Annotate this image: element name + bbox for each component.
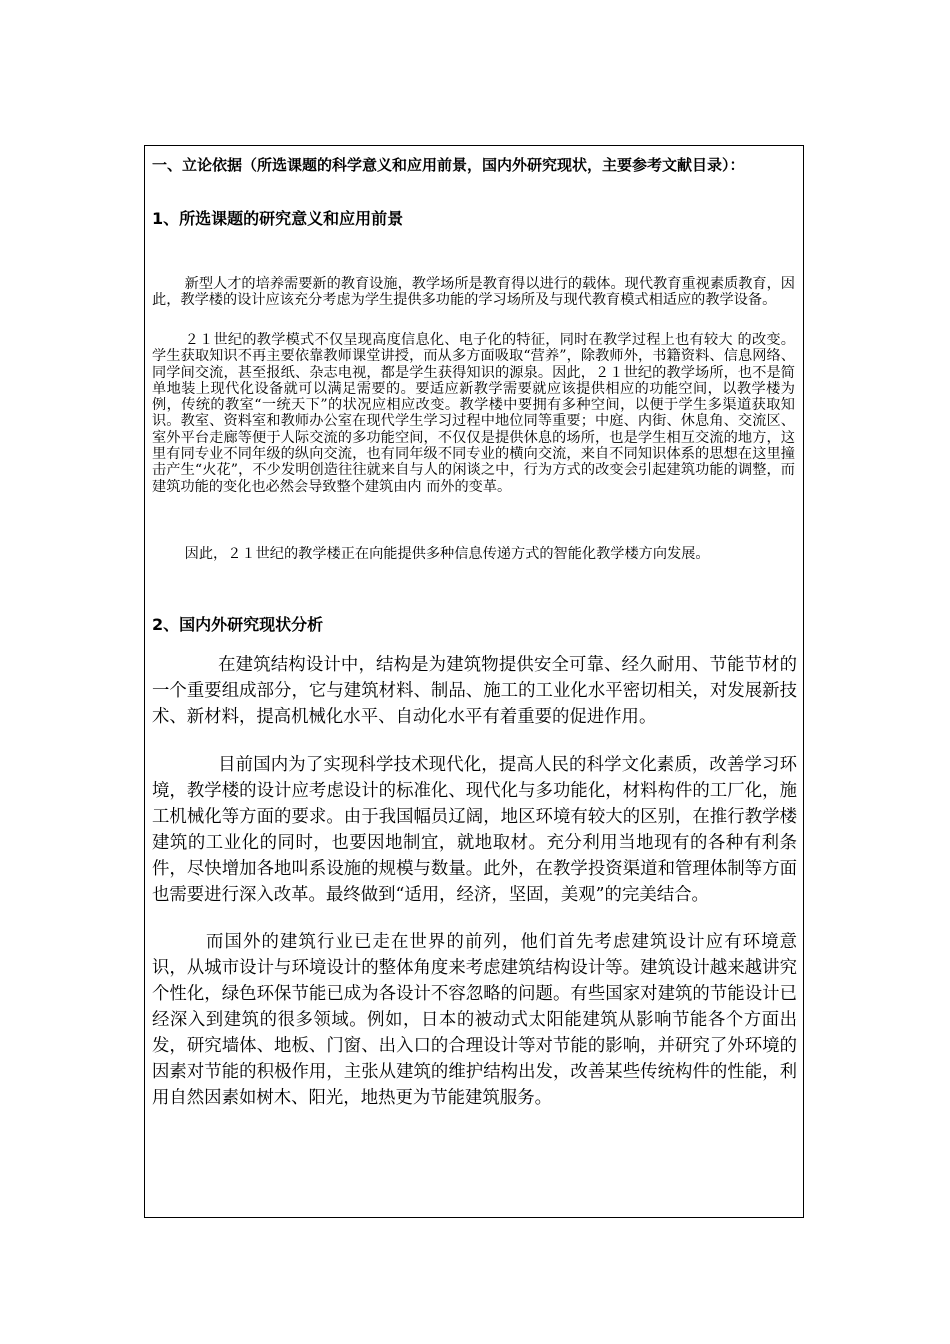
sub1-paragraph: ２１世纪的教学模式不仅呈现高度信息化、电子化的特征，同时在教学过程上也有较大 的改变。学生获取知识不再主要依靠教师课堂讲授，而从多方面吸取“营养”，除教师外，书籍资料、信息网络、同学间交流，甚至报纸、杂志电视，都是学生获得知识的源泉。因此，２１世纪的教学场所，也不是简单地装上现代化设备就可以满足需要的。要适应新教学需要就应该提供相应的功能空间，以教学楼为例，传统的教室“一统天下”的状况应相应改变。教学楼中要拥有多种空间，以便于学生多渠道获取知识。教室、资料室和教师办公室在现代学生学习过程中地位同等重要；中庭、内街、休息角、交流区、室外平台走廊等便于人际交流的多功能空间，不仅仅是提供休息的场所，也是学生相互交流的地方，这里有同专业不同年级的纵向交流，也有同年级不同专业的横向交流，来自不同知识体系的思想在这里撞击产生“火花”，不少发明创造往往就来自与人的闲谈之中，行为方式的改变会引起建筑功能的调整，而建筑功能的变化也必然会导致整个建筑由内 而外的变革。 <box>152 332 795 495</box>
sub2-paragraph: 在建筑结构设计中，结构是为建筑物提供安全可靠、经久耐用、节能节材的一个重要组成部分，它与建筑材料、制品、施工的工业化水平密切相关，对发展新技术、新材料，提高机械化水平、自动化水平有着重要的促进作用。 <box>152 655 797 727</box>
sub1-paragraph: 因此，２１世纪的教学楼正在向能提供多种信息传递方式的智能化教学楼方向发展。 <box>184 546 710 562</box>
sub2-paragraph: 目前国内为了实现科学技术现代化，提高人民的科学文化素质，改善学习环境，教学楼的设计应考虑设计的标准化、现代化与多功能化，材料构件的工厂化，施工机械化等方面的要求。由于我国幅员辽阔，地区环境有较大的区别，在推行教学楼建筑的工业化的同时，也要因地制宜，就地取材。充分利用当地现有的各种有利条件，尽快增加各地叫系设施的规模与数量。此外，在教学投资渠道和管理体制等方面也需要进行深入改革。最终做到“适用，经济，坚固，美观”的完美结合。 <box>152 755 797 905</box>
subsection-2-title: 2、国内外研究现状分析 <box>152 615 324 634</box>
subsection-1-title: 1、所选课题的研究意义和应用前景 <box>152 209 404 228</box>
section-title: 一、立论依据（所选课题的科学意义和应用前景，国内外研究现状，主要参考文献目录）： <box>152 156 745 174</box>
sub2-paragraph: 而国外的建筑行业已走在世界的前列，他们首先考虑建筑设计应有环境意识，从城市设计与环境设计的整体角度来考虑建筑结构设计等。建筑设计越来越讲究个性化，绿色环保节能已成为各设计不容忽略的问题。有些国家对建筑的节能设计已经深入到建筑的很多领域。例如，日本的被动式太阳能建筑从影响节能各个方面出发，研究墙体、地板、门窗、出入口的合理设计等对节能的影响，并研究了外环境的因素对节能的积极作用，主张从建筑的维护结构出发，改善某些传统构件的性能，利用自然因素如树木、阳光，地热更为节能建筑服务。 <box>152 932 797 1108</box>
sub1-paragraph: 新型人才的培养需要新的教育设施，教学场所是教育得以进行的载体。现代教育重视素质教育，因此，教学楼的设计应该充分考虑为学生提供多功能的学习场所及与现代教育模式相适应的教学设备。 <box>152 276 795 309</box>
